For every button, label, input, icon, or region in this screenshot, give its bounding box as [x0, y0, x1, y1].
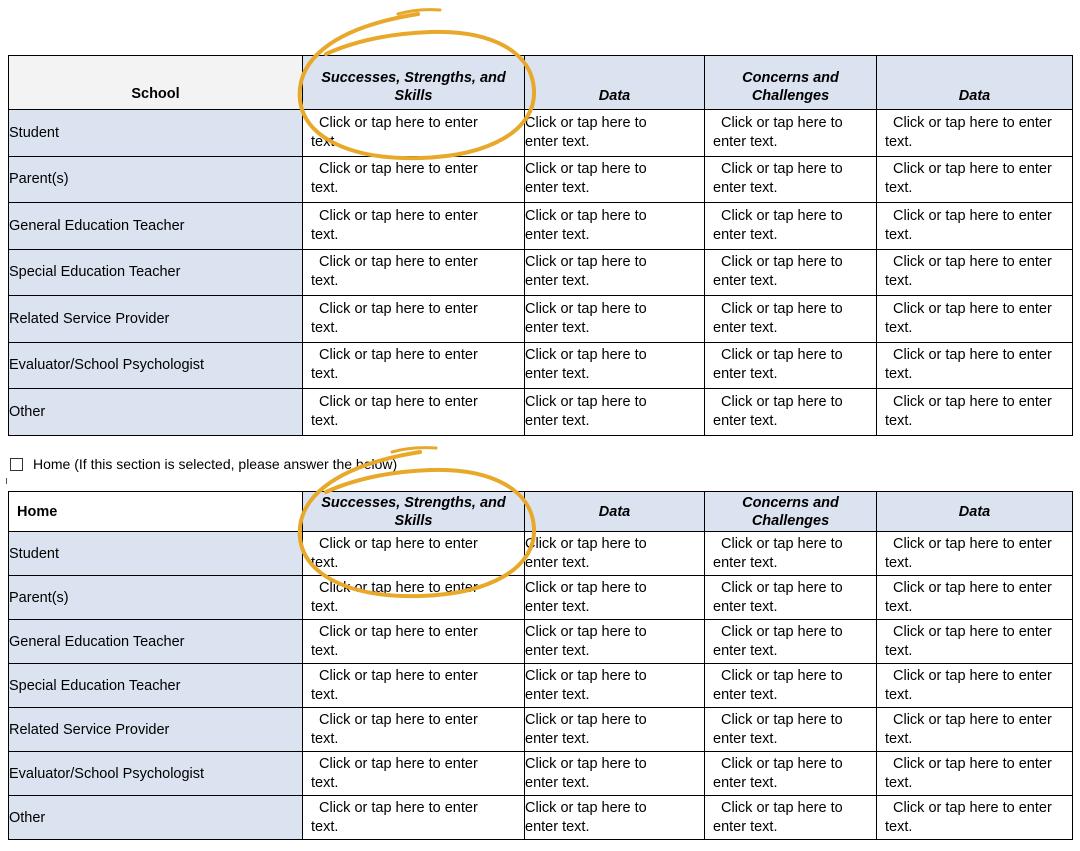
placeholder-line: enter text.: [713, 226, 778, 243]
placeholder-line: Click or tap here to: [721, 300, 843, 317]
placeholder-line: enter text.: [525, 554, 590, 571]
text-entry-field[interactable]: [877, 342, 1073, 389]
home-checkbox-label: Home (If this section is selected, please answer the below): [33, 456, 398, 472]
text-entry-field[interactable]: [525, 110, 705, 157]
placeholder-line: Click or tap here to enter: [893, 161, 1052, 178]
text-entry-field[interactable]: [705, 796, 877, 840]
placeholder-line: text.: [311, 226, 339, 243]
placeholder-line: text.: [311, 642, 339, 659]
text-entry-field[interactable]: [877, 532, 1073, 576]
text-entry-field[interactable]: [877, 249, 1073, 296]
placeholder-line: enter text.: [525, 598, 590, 615]
row-label: Parent(s): [9, 576, 303, 620]
row-label: Evaluator/School Psychologist: [9, 342, 303, 389]
row-label: Parent(s): [9, 156, 303, 203]
row-label: General Education Teacher: [9, 203, 303, 250]
placeholder-line: Click or tap here to: [525, 254, 647, 271]
placeholder-line: enter text.: [525, 366, 590, 383]
placeholder-line: enter text.: [713, 366, 778, 383]
row-label: Special Education Teacher: [9, 664, 303, 708]
placeholder-line: text.: [885, 774, 913, 791]
placeholder-line: text.: [311, 366, 339, 383]
placeholder-line: Click or tap here to enter: [893, 623, 1052, 640]
placeholder-line: Click or tap here to enter: [319, 347, 478, 364]
text-entry-field[interactable]: [525, 664, 705, 708]
row-label: General Education Teacher: [9, 620, 303, 664]
placeholder-line: enter text.: [713, 686, 778, 703]
placeholder-line: Click or tap here to: [525, 393, 647, 410]
text-entry-field[interactable]: [877, 156, 1073, 203]
school-table-row: [9, 296, 1073, 343]
text-entry-field[interactable]: [303, 796, 525, 840]
placeholder-line: text.: [311, 554, 339, 571]
placeholder-line: Click or tap here to enter: [893, 347, 1052, 364]
text-entry-field[interactable]: [877, 296, 1073, 343]
text-entry-field[interactable]: [877, 576, 1073, 620]
placeholder-line: Click or tap here to: [721, 393, 843, 410]
home-title: Home: [9, 492, 303, 532]
text-entry-field[interactable]: [705, 752, 877, 796]
text-entry-field[interactable]: [877, 708, 1073, 752]
placeholder-line: enter text.: [525, 273, 590, 290]
row-label: Other: [9, 389, 303, 436]
placeholder-line: Click or tap here to enter: [319, 161, 478, 178]
placeholder-line: enter text.: [525, 730, 590, 747]
placeholder-line: Click or tap here to enter: [893, 254, 1052, 271]
placeholder-line: Click or tap here to enter: [893, 300, 1052, 317]
placeholder-line: enter text.: [525, 412, 590, 429]
text-entry-field[interactable]: [525, 708, 705, 752]
col-data-header: Data: [525, 56, 705, 110]
placeholder-line: text.: [311, 273, 339, 290]
text-entry-field[interactable]: [705, 110, 877, 157]
placeholder-line: Click or tap here to: [721, 114, 843, 131]
placeholder-line: text.: [885, 366, 913, 383]
placeholder-line: enter text.: [713, 554, 778, 571]
text-entry-field[interactable]: [877, 110, 1073, 157]
placeholder-line: text.: [885, 554, 913, 571]
row-label: Student: [9, 532, 303, 576]
placeholder-line: Click or tap here to: [721, 535, 843, 552]
text-entry-field[interactable]: [303, 752, 525, 796]
placeholder-line: Click or tap here to: [525, 300, 647, 317]
text-entry-field[interactable]: [303, 342, 525, 389]
placeholder-line: Click or tap here to enter: [319, 207, 478, 224]
home-table-row: [9, 576, 1073, 620]
text-entry-field[interactable]: [303, 532, 525, 576]
placeholder-line: Click or tap here to enter: [893, 711, 1052, 728]
school-table-row: [9, 342, 1073, 389]
home-table-row: [9, 796, 1073, 840]
home-section-toggle[interactable]: [10, 456, 397, 472]
placeholder-line: Click or tap here to: [525, 799, 647, 816]
text-entry-field[interactable]: [303, 664, 525, 708]
text-entry-field[interactable]: [525, 620, 705, 664]
placeholder-line: text.: [885, 686, 913, 703]
placeholder-line: enter text.: [713, 133, 778, 150]
placeholder-line: enter text.: [525, 226, 590, 243]
col-successes-header: Successes, Strengths, and Skills: [303, 492, 525, 532]
school-table-row: [9, 249, 1073, 296]
placeholder-line: Click or tap here to enter: [319, 579, 478, 596]
text-entry-field[interactable]: [705, 576, 877, 620]
home-header-row: [9, 492, 1073, 532]
placeholder-line: text.: [311, 598, 339, 615]
placeholder-line: text.: [311, 730, 339, 747]
row-label: Related Service Provider: [9, 296, 303, 343]
text-entry-field[interactable]: [705, 389, 877, 436]
placeholder-line: Click or tap here to enter: [893, 799, 1052, 816]
placeholder-line: Click or tap here to enter: [319, 393, 478, 410]
placeholder-line: Click or tap here to enter: [319, 114, 478, 131]
text-entry-field[interactable]: [877, 620, 1073, 664]
placeholder-line: Click or tap here to: [721, 254, 843, 271]
placeholder-line: enter text.: [713, 598, 778, 615]
placeholder-line: Click or tap here to: [525, 755, 647, 772]
text-entry-field[interactable]: [705, 249, 877, 296]
text-entry-field[interactable]: [525, 203, 705, 250]
text-entry-field[interactable]: [303, 203, 525, 250]
placeholder-line: enter text.: [713, 642, 778, 659]
placeholder-line: Click or tap here to: [721, 711, 843, 728]
home-table-row: [9, 620, 1073, 664]
placeholder-line: text.: [885, 818, 913, 835]
home-table-row: [9, 752, 1073, 796]
text-entry-field[interactable]: [525, 752, 705, 796]
placeholder-line: Click or tap here to enter: [893, 667, 1052, 684]
placeholder-line: enter text.: [713, 180, 778, 197]
placeholder-line: Click or tap here to: [525, 667, 647, 684]
placeholder-line: Click or tap here to: [721, 579, 843, 596]
placeholder-line: Click or tap here to enter: [319, 535, 478, 552]
placeholder-line: Click or tap here to enter: [893, 755, 1052, 772]
text-entry-field[interactable]: [877, 203, 1073, 250]
home-table-row: [9, 708, 1073, 752]
placeholder-line: Click or tap here to: [721, 347, 843, 364]
placeholder-line: Click or tap here to: [721, 623, 843, 640]
placeholder-line: enter text.: [713, 273, 778, 290]
col-concerns-header: Concerns and Challenges: [705, 56, 877, 110]
row-label: Evaluator/School Psychologist: [9, 752, 303, 796]
placeholder-line: enter text.: [525, 319, 590, 336]
text-entry-field[interactable]: [303, 296, 525, 343]
col-concerns-header: Concerns and Challenges: [705, 492, 877, 532]
placeholder-line: Click or tap here to enter: [319, 623, 478, 640]
placeholder-line: text.: [311, 686, 339, 703]
placeholder-line: Click or tap here to: [525, 623, 647, 640]
text-entry-field[interactable]: [303, 249, 525, 296]
placeholder-line: Click or tap here to: [525, 579, 647, 596]
text-entry-field[interactable]: [303, 389, 525, 436]
placeholder-line: Click or tap here to: [525, 114, 647, 131]
col-data-header: Data: [877, 492, 1073, 532]
placeholder-line: Click or tap here to: [721, 799, 843, 816]
placeholder-line: text.: [885, 642, 913, 659]
home-table-row: [9, 664, 1073, 708]
placeholder-line: Click or tap here to: [721, 755, 843, 772]
placeholder-line: Click or tap here to enter: [893, 114, 1052, 131]
placeholder-line: Click or tap here to enter: [319, 799, 478, 816]
text-entry-field[interactable]: [705, 532, 877, 576]
school-table-row: [9, 203, 1073, 250]
placeholder-line: text.: [885, 412, 913, 429]
text-entry-field[interactable]: [525, 389, 705, 436]
text-entry-field[interactable]: [525, 249, 705, 296]
placeholder-line: enter text.: [525, 133, 590, 150]
placeholder-line: Click or tap here to enter: [893, 393, 1052, 410]
placeholder-line: Click or tap here to enter: [893, 535, 1052, 552]
school-table-row: [9, 156, 1073, 203]
placeholder-line: enter text.: [525, 180, 590, 197]
text-entry-field[interactable]: [877, 389, 1073, 436]
school-title: School: [9, 56, 303, 110]
placeholder-line: text.: [885, 273, 913, 290]
text-entry-field[interactable]: [877, 664, 1073, 708]
text-entry-field[interactable]: [705, 156, 877, 203]
placeholder-line: text.: [885, 730, 913, 747]
text-entry-field[interactable]: [877, 752, 1073, 796]
placeholder-line: text.: [311, 412, 339, 429]
placeholder-line: Click or tap here to: [721, 207, 843, 224]
text-entry-field[interactable]: [525, 796, 705, 840]
placeholder-line: Click or tap here to: [721, 667, 843, 684]
text-entry-field[interactable]: [525, 296, 705, 343]
text-entry-field[interactable]: [877, 796, 1073, 840]
placeholder-line: Click or tap here to enter: [319, 755, 478, 772]
text-entry-field[interactable]: [303, 576, 525, 620]
text-entry-field[interactable]: [525, 576, 705, 620]
placeholder-line: Click or tap here to enter: [319, 711, 478, 728]
home-table-row: [9, 532, 1073, 576]
text-entry-field[interactable]: [705, 664, 877, 708]
placeholder-line: enter text.: [713, 412, 778, 429]
text-entry-field[interactable]: [705, 708, 877, 752]
placeholder-line: text.: [311, 133, 339, 150]
placeholder-line: enter text.: [525, 686, 590, 703]
text-entry-field[interactable]: [525, 342, 705, 389]
text-entry-field[interactable]: [303, 620, 525, 664]
placeholder-line: Click or tap here to enter: [893, 579, 1052, 596]
placeholder-line: Click or tap here to: [525, 161, 647, 178]
placeholder-line: text.: [311, 818, 339, 835]
school-table-row: [9, 110, 1073, 157]
text-entry-field[interactable]: [705, 203, 877, 250]
row-label: Other: [9, 796, 303, 840]
row-label: Related Service Provider: [9, 708, 303, 752]
placeholder-line: text.: [885, 133, 913, 150]
text-entry-field[interactable]: [303, 156, 525, 203]
placeholder-line: Click or tap here to: [525, 207, 647, 224]
school-header-row: [9, 56, 1073, 110]
placeholder-line: enter text.: [525, 818, 590, 835]
placeholder-line: text.: [311, 774, 339, 791]
col-data-header: Data: [525, 492, 705, 532]
placeholder-line: Click or tap here to enter: [319, 254, 478, 271]
placeholder-line: text.: [311, 319, 339, 336]
school-table: [8, 55, 1073, 436]
placeholder-line: text.: [885, 598, 913, 615]
col-data-header: Data: [877, 56, 1073, 110]
placeholder-line: enter text.: [713, 774, 778, 791]
text-entry-field[interactable]: [525, 532, 705, 576]
placeholder-line: Click or tap here to enter: [319, 300, 478, 317]
placeholder-line: text.: [885, 319, 913, 336]
placeholder-line: text.: [885, 226, 913, 243]
placeholder-line: enter text.: [713, 818, 778, 835]
placeholder-line: Click or tap here to enter: [319, 667, 478, 684]
placeholder-line: text.: [311, 180, 339, 197]
placeholder-line: Click or tap here to: [525, 711, 647, 728]
school-table-row: [9, 389, 1073, 436]
row-label: Special Education Teacher: [9, 249, 303, 296]
text-entry-field[interactable]: [705, 342, 877, 389]
placeholder-line: Click or tap here to: [721, 161, 843, 178]
placeholder-line: enter text.: [525, 642, 590, 659]
placeholder-line: enter text.: [525, 774, 590, 791]
text-entry-field[interactable]: [303, 110, 525, 157]
placeholder-line: Click or tap here to: [525, 347, 647, 364]
placeholder-line: enter text.: [713, 319, 778, 336]
placeholder-line: Click or tap here to enter: [893, 207, 1052, 224]
home-table: [8, 491, 1073, 840]
home-checkbox[interactable]: [10, 458, 23, 471]
placeholder-line: text.: [885, 180, 913, 197]
margin-mark: [6, 478, 7, 484]
placeholder-line: enter text.: [713, 730, 778, 747]
placeholder-line: Click or tap here to: [525, 535, 647, 552]
col-successes-header: Successes, Strengths, and Skills: [303, 56, 525, 110]
row-label: Student: [9, 110, 303, 157]
text-entry-field[interactable]: [705, 296, 877, 343]
text-entry-field[interactable]: [705, 620, 877, 664]
text-entry-field[interactable]: [525, 156, 705, 203]
text-entry-field[interactable]: [303, 708, 525, 752]
